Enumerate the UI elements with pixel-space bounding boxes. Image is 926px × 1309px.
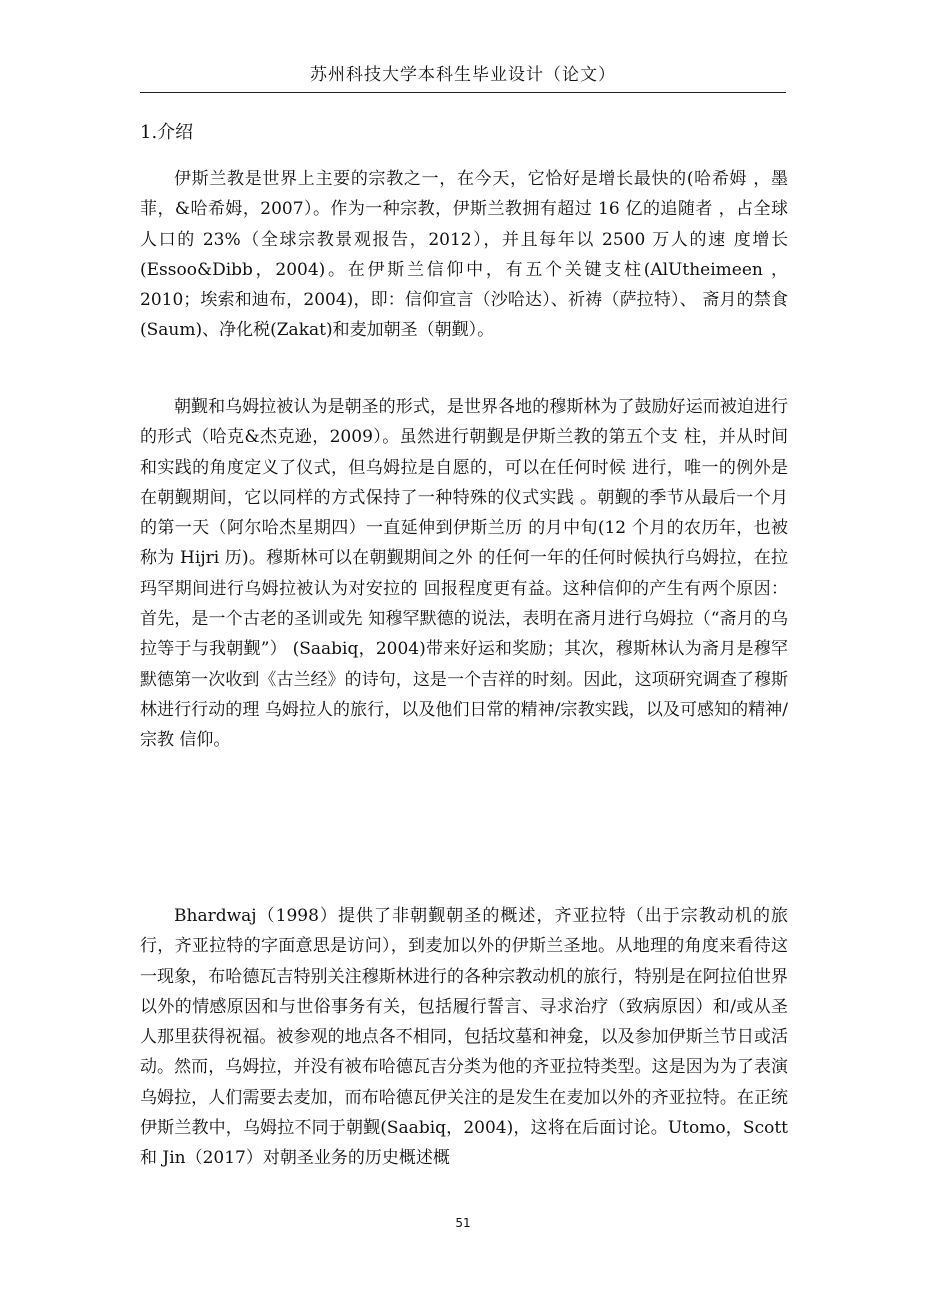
body-paragraph-3: Bhardwaj（1998）提供了非朝觐朝圣的概述，齐亚拉特（出于宗教动机的旅行，齐亚拉特的字面意思是访问），到麦加以外的伊斯兰圣地。从地理的角度来看待这一现象，布哈德瓦吉特别关注穆斯林进行的各种宗教动机的旅行，特别是在阿拉伯世界以外的情感原因和与世俗事务有关，包括履行誓言、寻求治疗（致病原因）和/或从圣人那里获得祝福。被参观的地点各不相同，包括坟墓和神龛，以及参加伊斯兰节日或活动。然而，乌姆拉，并没有被布哈德瓦吉分类为他的齐亚拉特类型。这是因为为了表演乌姆拉，人们需要去麦加，而布哈德瓦伊关注的是发生在麦加以外的齐亚拉特。在正统伊斯兰教中，乌姆拉不同于朝觐(Saabiq，2004)，这将在后面讨论。Utomo，Scott 和 Jin（2017）对朝圣业务的历史概述概 [140,906,788,1169]
running-header [140,58,786,93]
section-heading: 1.介绍 [140,122,194,143]
page-number: 51 [455,1216,471,1230]
header-title: 苏州科技大学本科生毕业设计（论文） [310,65,616,85]
body-paragraph-2: 朝觐和乌姆拉被认为是朝圣的形式，是世界各地的穆斯林为了鼓励好运而被迫进行的形式（哈克&杰克逊，2009）。虽然进行朝觐是伊斯兰教的第五个支 柱，并从时间和实践的角度定义了仪式，但乌姆拉是自愿的，可以在任何时候 进行，唯一的例外是在朝觐期间，它以同样的方式保持了一种特殊的仪式实践 。朝觐的季节从最后一个月的第一天（阿尔哈杰星期四）一直延伸到伊斯兰历 的月中旬(12 个月的农历年，也被称为 Hijri 历)。穆斯林可以在朝觐期间之外 的任何一年的任何时候执行乌姆拉，在拉玛罕期间进行乌姆拉被认为对安拉的 回报程度更有益。这种信仰的产生有两个原因：首先，是一个古老的圣训或先 知穆罕默德的说法，表明在斋月进行乌姆拉（“斋月的乌拉等于与我朝觐”） (Saabiq，2004)带来好运和奖励；其次，穆斯林认为斋月是穆罕默德第一次收到《古兰经》的诗句，这是一个吉祥的时刻。因此，这项研究调查了穆斯林进行行动的理 乌姆拉人的旅行，以及他们日常的精神/宗教实践，以及可感知的精神/宗教 信仰。 [140,397,788,751]
body-paragraph-1: 伊斯兰教是世界上主要的宗教之一，在今天，它恰好是增长最快的(哈希姆 ，墨菲，&哈希姆，2007）。作为一种宗教，伊斯兰教拥有超过 16 亿的追随者 ，占全球人口的 23%（全球宗教景观报告，2012），并且每年以 2500 万人的速 度增长(Essoo&Dibb，2004)。在伊斯兰信仰中，有五个关键支柱(AlUtheimeen ，2010；埃索和迪布，2004)，即：信仰宣言（沙哈达）、祈祷（萨拉特）、 斋月的禁食(Saum)、净化税(Zakat)和麦加朝圣（朝觐）。 [140,169,788,341]
